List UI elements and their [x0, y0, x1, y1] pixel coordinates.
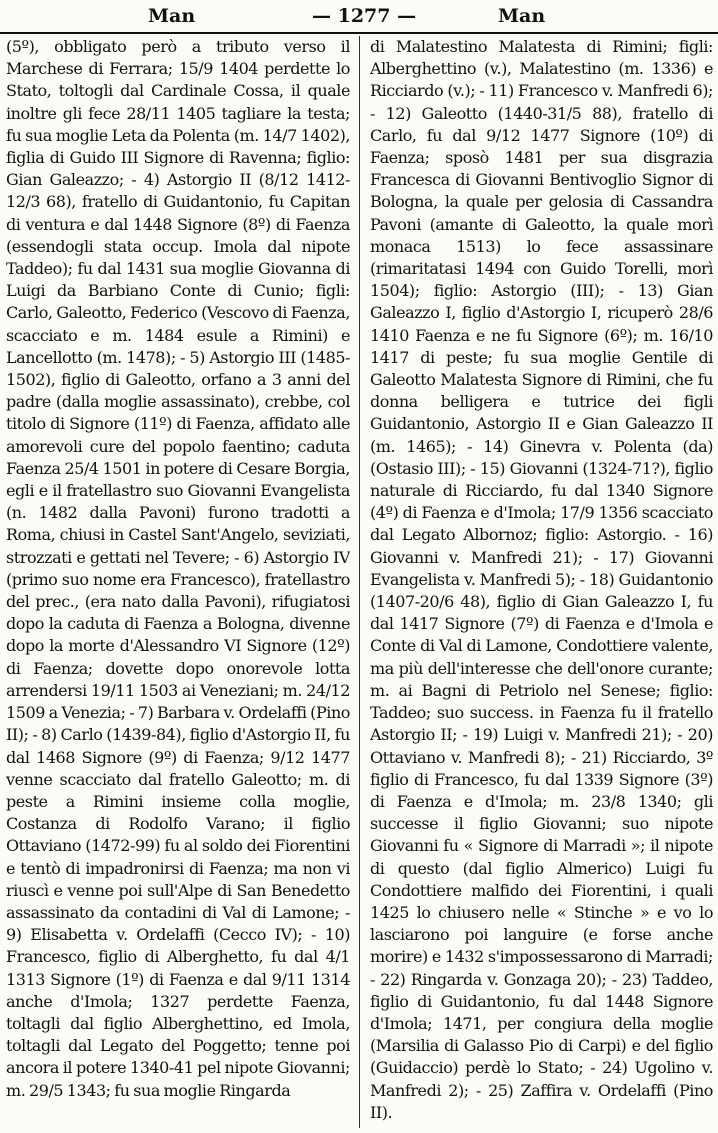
- header-rule: [0, 32, 718, 34]
- header-left-word: Man: [148, 5, 196, 27]
- right-column: [370, 36, 713, 1126]
- running-header: [0, 0, 718, 32]
- left-column: [6, 36, 350, 1126]
- column-divider: [359, 36, 360, 1128]
- page-number: — 1277 —: [312, 5, 417, 27]
- header-right-word: Man: [498, 5, 546, 27]
- right-column-text: di Malatestino Malatesta di Rimini; figli: Alberghettino (v.), Malatestino (m. 1336) e Ricciardo (v.); - 11) Francesco v. Manfredi 6); - 12) Galeotto (1440-31/5 88), fratello di Carlo, fu dal 9/12 1477 Signore (10º) di Faenza; sposò 1481 per sua disgrazia Francesca di Giovanni Bentivoglio Signor di Bologna, la quale per gelosia di Cassandra Pavoni (amante di Galeotto, la quale morì monaca 1513) lo fece assassinare (rimaritatasi 1494 con Guido Torelli, morì 1504); figlio: Astorgio (III); - 13) Gian Galeazzo I, figlio d'Astorgio I, ricuperò 28/6 1410 Faenza e ne fu Signore (6º); m. 16/10 1417 di peste; fu sua moglie Gentile di Galeotto Malatesta Signore di Rimini, che fu donna belligera e tutrice dei figli Guidantonio, Astorgio II e Gian Galeazzo II (m. 1465); - 14) Ginevra v. Polenta (da) (Ostasio III); - 15) Giovanni (1324-71?), figlio naturale di Ricciardo, fu dal 1340 Signore (4º) di Faenza e d'Imola; 17/9 1356 scacciato dal Legato Albornoz; figlio: Astorgio. - 16) Giovanni v. Manfredi 21); - 17) Giovanni Evangelista v. Manfredi 5); - 18) Guidantonio (1407-20/6 48), figlio di Gian Galeazzo I, fu dal 1417 Signore (7º) di Faenza e d'Imola e Conte di Val di Lamone, Condottiere valente, ma più dell'interesse che dell'onore curante; m. ai Bagni di Petriolo nel Senese; figlio: Taddeo; suo success. in Faenza fu il fratello Astorgio II; - 19) Luigi v. Manfredi 21); - 20) Ottaviano v. Manfredi 8); - 21) Ricciardo, 3º figlio di Francesco, fu dal 1339 Signore (3º) di Faenza e d'Imola; m. 23/8 1340; gli successe il figlio Giovanni; suo nipote Giovanni fu « Signore di Marradi »; il nipote di questo (dal figlio Almerico) Luigi fu Condottiere malfido dei Fiorentini, i quali 1425 lo chiusero nelle « Stinche » e vo lo lasciarono poi languire (e forse anche morire) e 1432 s'impossessarono di Marradi; - 22) Ringarda v. Gonzaga 20); - 23) Taddeo, figlio di Guidantonio, fu dal 1448 Signore d'Imola; 1471, per congiura della moglie (Marsilia di Galasso Pio di Carpi) e del figlio (Guidaccio) perdè lo Stato; - 24) Ugolino v. Manfredi 2); - 25) Zaffira v. Ordelaffi (Pino II).: [370, 37, 713, 1122]
- left-column-text: (5º), obbligato però a tributo verso il Marchese di Ferrara; 15/9 1404 perdette lo Stato, toltogli dal Cardinale Cossa, il quale inoltre gli fece 28/11 1405 tagliare la testa; fu sua moglie Leta da Polenta (m. 14/7 1402), figlia di Guido III Signore di Ravenna; figlio: Gian Galeazzo; - 4) Astorgio II (8/12 1412-12/3 68), fratello di Guidantonio, fu Capitan di ventura e dal 1448 Signore (8º) di Faenza (essendogli stata occup. Imola dal nipote Taddeo); fu dal 1431 sua moglie Giovanna di Luigi da Barbiano Conte di Cunio; figli: Carlo, Galeotto, Federico (Vescovo di Faenza, scacciato e m. 1484 esule a Rimini) e Lancellotto (m. 1478); - 5) Astorgio III (1485-1502), figlio di Galeotto, orfano a 3 anni del padre (dalla moglie assassinato), crebbe, col titolo di Signore (11º) di Faenza, affidato alle amorevoli cure del popolo faentino; caduta Faenza 25/4 1501 in potere di Cesare Borgia, egli e il fratellastro suo Giovanni Evangelista (n. 1482 dalla Pavoni) furono tradotti a Roma, chiusi in Castel Sant'Angelo, seviziati, strozzati e gettati nel Tevere; - 6) Astorgio IV (primo suo nome era Francesco), fratellastro del prec., (era nato dalla Pavoni), rifugiatosi dopo la caduta di Faenza a Bologna, divenne dopo la morte d'Alessandro VI Signore (12º) di Faenza; dovette dopo onorevole lotta arrendersi 19/11 1503 ai Veneziani; m. 24/12 1509 a Venezia; - 7) Barbara v. Ordelaffi (Pino II); - 8) Carlo (1439-84), figlio d'Astorgio II, fu dal 1468 Signore (9º) di Faenza; 9/12 1477 venne scacciato dal fratello Galeotto; m. di peste a Rimini insieme colla moglie, Costanza di Rodolfo Varano; il figlio Ottaviano (1472-99) fu al soldo dei Fiorentini e tentò di impadronirsi di Faenza; ma non vi riuscì e venne poi sull'Alpe di San Benedetto assassinato da contadini di Val di Lamone; - 9) Elisabetta v. Ordelaffi (Cecco IV); - 10) Francesco, figlio di Alberghetto, fu dal 4/1 1313 Signore (1º) di Faenza e dal 9/11 1314 anche d'Imola; 1327 perdette Faenza, toltagli dal figlio Alberghettino, ed Imola, toltagli dal Legato del Poggetto; tenne poi ancora il potere 1340-41 pel nipote Giovanni; m. 29/5 1343; fu sua moglie Ringarda: [6, 37, 350, 1100]
